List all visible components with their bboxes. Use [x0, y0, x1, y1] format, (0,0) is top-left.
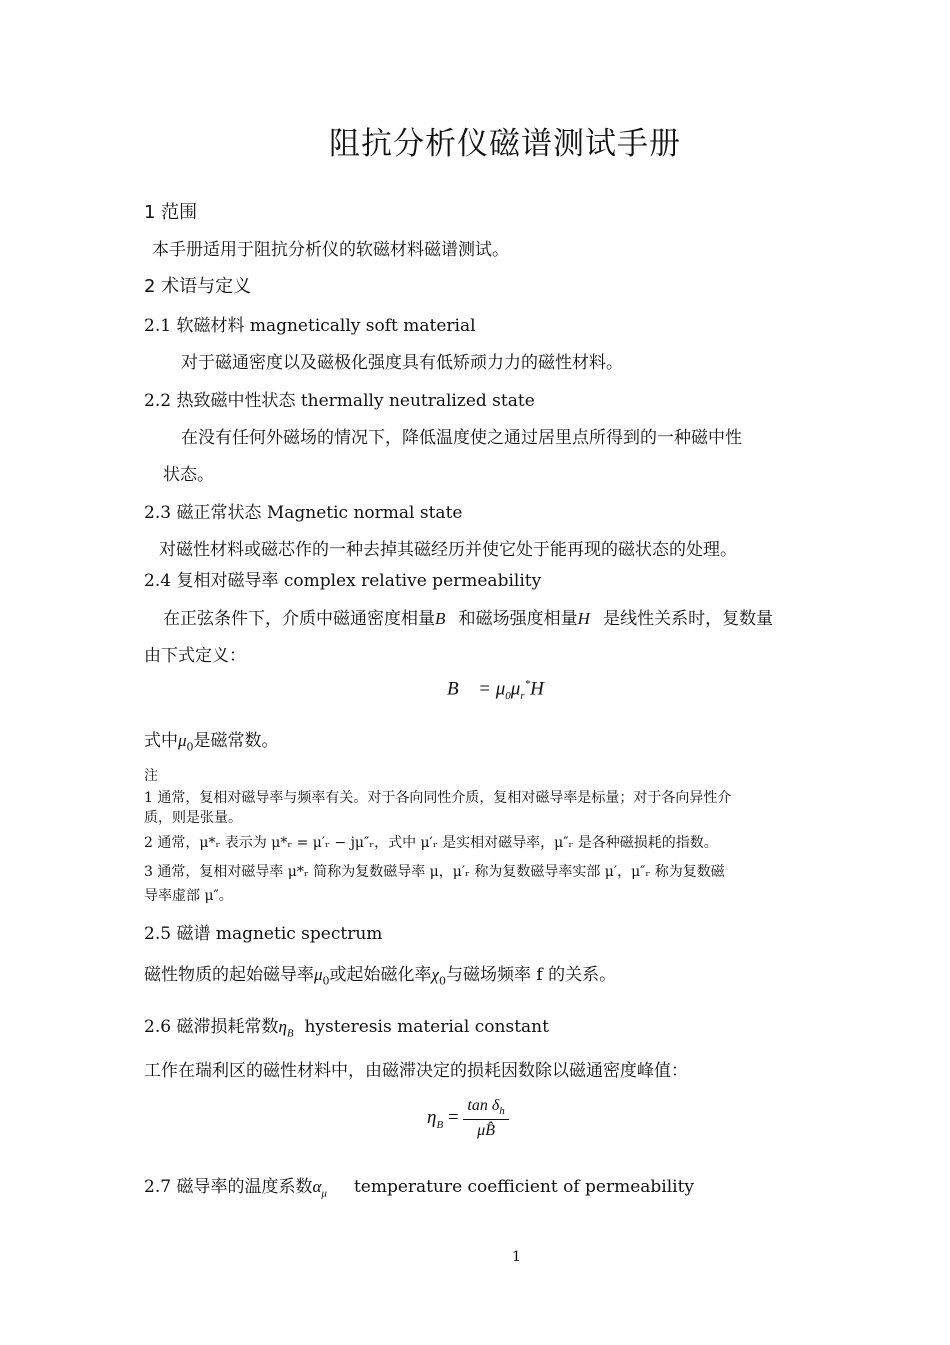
term-2-1-heading: 2.1 软磁材料 magnetically soft material: [144, 316, 476, 336]
term-2-6-heading: 2.6 磁滞损耗常数$\eta_B$ hysteresis material constant: [144, 1017, 549, 1040]
term-2-2-text-line2: 状态。: [163, 465, 214, 485]
note-3-line2: 导率虚部 μ″。: [144, 888, 233, 904]
note-1-line1: 1 通常，复相对磁导率与频率有关。对于各向同性介质，复相对磁导率是标量；对于各向异性介: [144, 790, 732, 806]
vector-h-symbol: H⃗: [577, 609, 604, 628]
section-1-heading: 1 范围: [144, 202, 198, 223]
hysteresis-formula: $\eta_B$ = $\frac{\tan \delta_h}{\mu B̂}$: [427, 1097, 509, 1140]
term-2-6-text: 工作在瑞利区的磁性材料中，由磁滞决定的损耗因数除以磁通密度峰值：: [144, 1061, 688, 1081]
term-2-3-heading: 2.3 磁正常状态 Magnetic normal state: [144, 503, 463, 523]
magnetic-constant-text: 式中$\mu_0$是磁常数。: [144, 731, 279, 754]
page-number: 1: [512, 1249, 521, 1265]
vector-b-symbol: B⃗: [435, 609, 459, 628]
term-2-7-heading: 2.7 磁导率的温度系数$\alpha_\mu$ temperature coefficient of permeability: [144, 1177, 695, 1200]
term-2-5-heading: 2.5 磁谱 magnetic spectrum: [144, 924, 383, 944]
term-2-4-heading: 2.4 复相对磁导率 complex relative permeability: [144, 571, 542, 591]
permeability-formula: B⃗ = $\mu_0\mu_r^*H⃗$: [447, 678, 559, 703]
note-2: 2 通常，μ*ᵣ 表示为 μ*ᵣ = μ′ᵣ − jμ″ᵣ，式中 μ′ᵣ 是实相对磁导率，μ″ᵣ 是各种磁损耗的指数。: [144, 835, 718, 851]
term-2-3-text: 对磁性材料或磁芯作的一种去掉其磁经历并使它处于能再现的磁状态的处理。: [159, 540, 737, 560]
section-2-heading: 2 术语与定义: [144, 276, 252, 297]
term-2-2-text-line1: 在没有任何外磁场的情况下，降低温度使之通过居里点所得到的一种磁中性: [181, 428, 742, 448]
term-2-4-text-line1: 在正弦条件下，介质中磁通密度相量B⃗和磁场强度相量H⃗是线性关系时，复数量: [163, 609, 774, 629]
term-2-1-text: 对于磁通密度以及磁极化强度具有低矫顽力力的磁性材料。: [181, 353, 623, 373]
notes-label: 注: [144, 768, 158, 784]
term-2-5-text: 磁性物质的起始磁导率$\mu_0$或起始磁化率$\chi_0$与磁场频率 f 的关系。: [144, 965, 617, 988]
note-3-line1: 3 通常，复相对磁导率 μ*ᵣ 简称为复数磁导率 μ，μ′ᵣ 称为复数磁导率实部 μ′，μ″ᵣ 称为复数磁: [144, 864, 725, 880]
note-1-line2: 质，则是张量。: [144, 810, 242, 826]
term-2-4-text-line2: 由下式定义：: [144, 646, 246, 666]
section-1-text: 本手册适用于阻抗分析仪的软磁材料磁谱测试。: [152, 240, 509, 260]
document-title: 阻抗分析仪磁谱测试手册: [329, 126, 681, 162]
term-2-2-heading: 2.2 热致磁中性状态 thermally neutralized state: [144, 391, 535, 411]
